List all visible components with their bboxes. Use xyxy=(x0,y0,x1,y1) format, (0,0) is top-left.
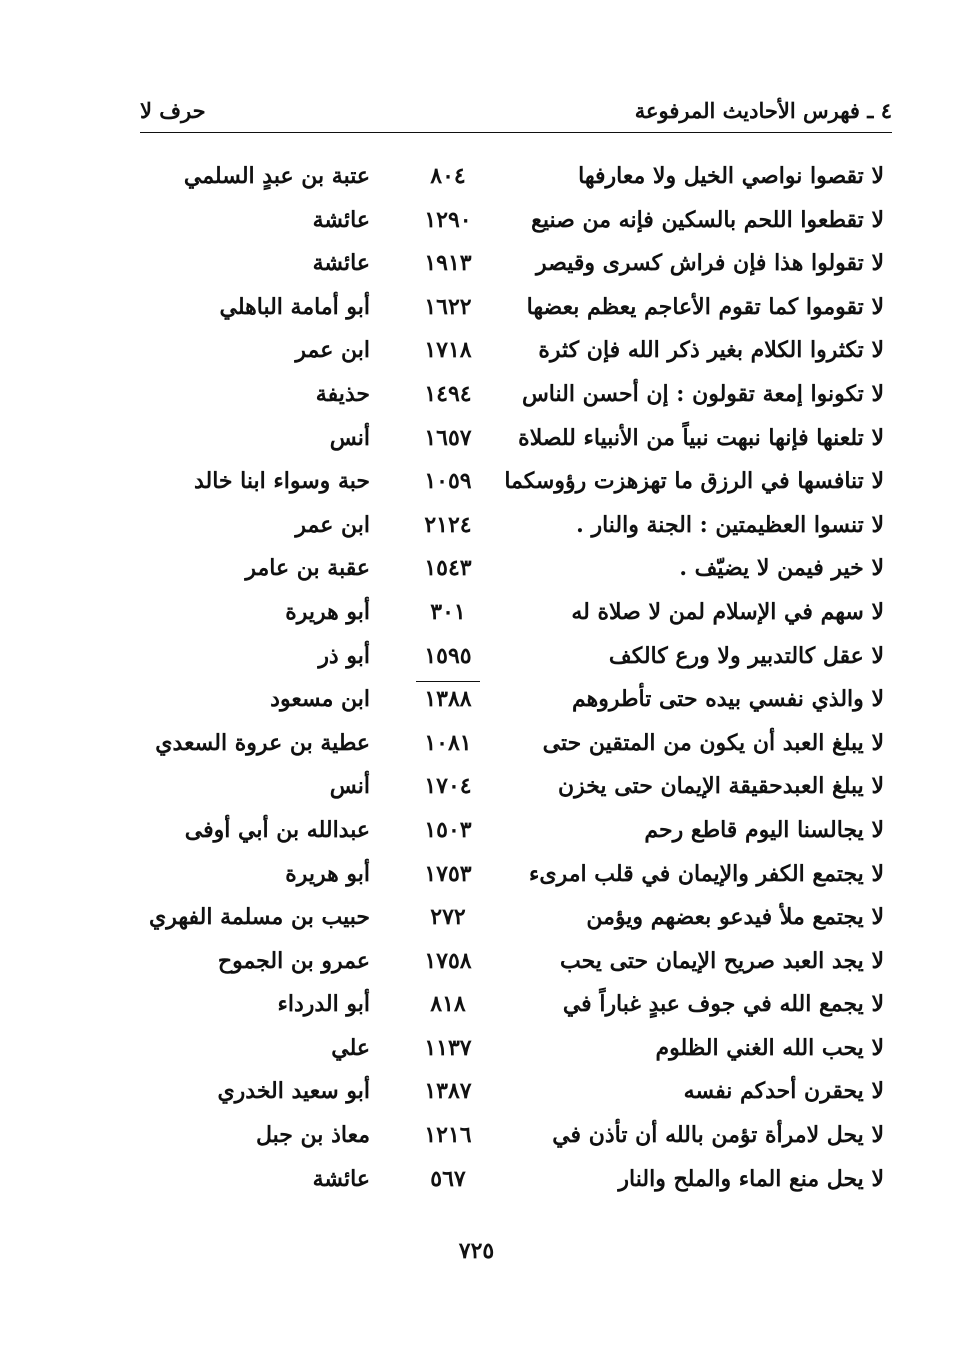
narrator-name: علي xyxy=(331,1034,370,1061)
hadith-number: ٥٦٧ xyxy=(430,1165,466,1192)
index-row xyxy=(140,463,892,507)
hadith-number: ١٠٨١ xyxy=(424,729,472,756)
narrator-name: عتبة بن عبدٍ السلمي xyxy=(183,163,370,189)
index-row xyxy=(140,943,892,987)
hadith-number: ٨١٨ xyxy=(430,991,466,1018)
narrator-name: عائشة xyxy=(312,250,370,277)
section-title: ٤ ـ فهرس الأحاديث المرفوعة xyxy=(634,98,892,123)
hadith-text: لا تقصوا نواصي الخيل ولا معارفها xyxy=(578,163,884,189)
index-row xyxy=(140,725,892,769)
index-row xyxy=(140,507,892,551)
hadith-text: لا يبلغ العبدحقيقة الإيمان حتى يخزن xyxy=(557,773,884,800)
index-row xyxy=(140,550,892,594)
index-row xyxy=(140,1073,892,1117)
hadith-index-list xyxy=(140,158,892,1204)
narrator-name: عبدالله بن أبي أوفى xyxy=(184,816,370,843)
hadith-number: ١٦٢٢ xyxy=(424,293,472,320)
narrator-name: ابن مسعود xyxy=(270,686,370,713)
hadith-text: لا تقطعوا اللحم بالسكين فإنه من صنيع xyxy=(531,206,884,233)
hadith-text: لا يجمع الله في جوف عبدٍ غباراً في xyxy=(562,991,884,1018)
narrator-name: أنس xyxy=(329,773,370,800)
index-row xyxy=(140,1117,892,1161)
narrator-name: أبو هريرة xyxy=(285,860,370,887)
narrator-name: أبو هريرة xyxy=(285,598,370,625)
hadith-number: ١٧١٨ xyxy=(424,337,472,364)
hadith-number: ١٧٠٤ xyxy=(424,773,472,800)
index-row xyxy=(140,1161,892,1205)
narrator-name: عائشة xyxy=(312,1165,370,1192)
narrator-name: عمرو بن الجموح xyxy=(217,947,370,974)
index-row xyxy=(140,1030,892,1074)
index-row xyxy=(140,856,892,900)
hadith-number: ١٩١٣ xyxy=(424,250,472,277)
hadith-text: لا يحل منع الماء والملح والنار xyxy=(618,1165,884,1192)
hadith-number: ١٥٠٣ xyxy=(424,816,472,843)
hadith-text: لا تكونوا إمعة تقولون : إن أحسن الناس xyxy=(521,380,884,407)
narrator-name: أبو سعيد الخدري xyxy=(217,1078,370,1105)
narrator-name: أنس xyxy=(329,424,370,451)
narrator-name: ابن عمر xyxy=(295,337,370,364)
narrator-name: ابن عمر xyxy=(295,511,370,538)
index-row xyxy=(140,986,892,1030)
narrator-name: عائشة xyxy=(312,206,370,233)
hadith-text: لا خير فيمن لا يضيّف . xyxy=(679,555,884,582)
index-row xyxy=(140,289,892,333)
hadith-number: ١٠٥٩ xyxy=(424,468,472,495)
hadith-text: لا تنافسها في الرزق ما تهزهزت رؤوسكما xyxy=(504,468,884,495)
hadith-number: ١٧٥٨ xyxy=(424,947,472,974)
hadith-text: لا يحل لامرأة تؤمن بالله أن تأذن في xyxy=(552,1122,884,1149)
narrator-name: حبة وسواء ابنا خالد xyxy=(193,468,370,495)
letter-heading: حرف لا xyxy=(140,98,206,123)
index-row xyxy=(140,681,892,725)
narrator-name: حبيب بن مسلمة الفهري xyxy=(149,904,370,931)
hadith-number: ١٣٨٧ xyxy=(424,1078,472,1105)
hadith-text: لا تلعنها فإنها نبهت نبياً من الأنبياء للصلاة xyxy=(518,424,884,451)
hadith-number: ١٢٩٠ xyxy=(424,206,472,233)
narrator-name: أبو الدرداء xyxy=(277,991,370,1018)
hadith-text: لا تنسوا العظيمتين : الجنة والنار . xyxy=(576,511,884,538)
index-row xyxy=(140,899,892,943)
hadith-number: ١٧٥٣ xyxy=(424,860,472,887)
index-row xyxy=(140,158,892,202)
hadith-number: ٢١٢٤ xyxy=(424,511,472,538)
hadith-number: ١٦٥٧ xyxy=(424,424,472,451)
hadith-number: ١٢١٦ xyxy=(424,1122,472,1149)
index-row xyxy=(140,376,892,420)
narrator-name: عطية بن عروة السعدي xyxy=(155,729,370,756)
hadith-text: لا يجد العبد صريح الإيمان حتى يحب xyxy=(560,947,884,974)
hadith-number: ١١٣٧ xyxy=(424,1034,472,1061)
hadith-text: لا سهم في الإسلام لمن لا صلاة له xyxy=(571,598,884,625)
index-row xyxy=(140,594,892,638)
hadith-text: لا يجتمع الكفر والإيمان في قلب امرىء xyxy=(529,860,884,887)
index-row xyxy=(140,332,892,376)
index-row xyxy=(140,768,892,812)
running-header xyxy=(140,98,892,133)
hadith-text: لا والذي نفسي بيده حتى تأطروهم xyxy=(571,686,884,713)
page-number: ٧٢٥ xyxy=(458,1238,495,1264)
hadith-text: لا يحقرن أحدكم نفسه xyxy=(683,1078,884,1105)
hadith-text: لا يبلغ العبد أن يكون من المتقين حتى xyxy=(542,729,884,756)
index-row xyxy=(140,202,892,246)
hadith-text: لا يحب الله الغني الظلوم xyxy=(655,1034,884,1061)
index-row xyxy=(140,812,892,856)
hadith-number: ٣٠١ xyxy=(430,598,466,625)
index-row xyxy=(140,420,892,464)
narrator-name: أبو أمامة الباهلي xyxy=(219,293,370,320)
hadith-text: لا تقوموا كما تقوم الأعاجم يعظم بعضها xyxy=(526,293,884,320)
narrator-name: عقبة بن عامر xyxy=(245,555,370,582)
hadith-number: ٨٠٤ xyxy=(430,163,466,189)
index-row xyxy=(140,638,892,682)
narrator-name: معاذ بن جبل xyxy=(256,1122,370,1149)
hadith-text: لا تقولوا هذا فإن فراش كسرى وقيصر xyxy=(535,250,884,277)
hadith-number: ١٥٤٣ xyxy=(424,555,472,582)
hadith-text: لا يجتمع ملأ فيدعو بعضهم ويؤمن xyxy=(586,904,884,931)
narrator-name: أبو ذر xyxy=(318,642,370,669)
hadith-number: ٢٧٢ xyxy=(430,904,466,931)
hadith-number: ١٣٨٨ xyxy=(416,681,480,716)
hadith-text: لا يجالسنا اليوم قاطع رحم xyxy=(644,816,884,843)
index-row xyxy=(140,245,892,289)
hadith-number: ١٥٩٥ xyxy=(424,642,472,669)
narrator-name: حذيفة xyxy=(315,380,370,407)
hadith-number: ١٤٩٤ xyxy=(424,380,472,407)
hadith-text: لا تكثروا الكلام بغير ذكر الله فإن كثرة xyxy=(538,337,884,364)
hadith-text: لا عقل كالتدبير ولا ورع كالكف xyxy=(608,642,884,669)
